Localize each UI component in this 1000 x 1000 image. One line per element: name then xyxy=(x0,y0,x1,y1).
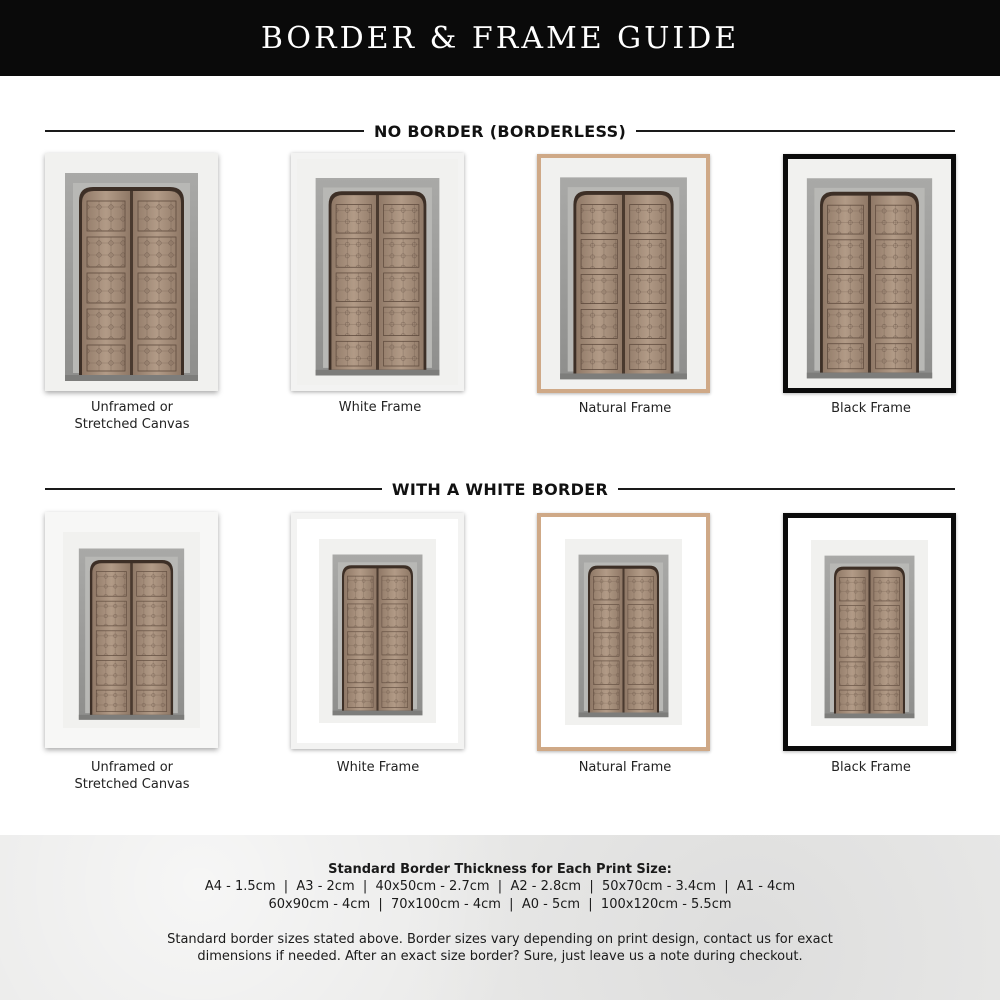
label-black-frame xyxy=(781,759,961,776)
label-line-1: Black Frame xyxy=(831,401,911,416)
border-info-title: Standard Border Thickness for Each Print Size: xyxy=(328,862,672,877)
print-black-frame-borderless xyxy=(783,154,956,393)
door-photo xyxy=(319,539,436,723)
print-white-frame-white-border xyxy=(291,513,464,749)
label-line-1: White Frame xyxy=(336,760,420,775)
label-natural-frame xyxy=(535,759,715,776)
label-line-1: Unframed or xyxy=(91,760,173,775)
door-photo xyxy=(788,159,951,388)
label-black-frame xyxy=(781,400,961,417)
section-title-no-border xyxy=(45,119,955,143)
divider-right xyxy=(636,130,955,132)
divider-left xyxy=(45,130,364,132)
label-white-frame xyxy=(290,399,470,416)
divider-left xyxy=(45,488,382,490)
border-note-line-1: Standard border sizes stated above. Border sizes vary depending on print design, contact us for exact xyxy=(167,932,833,947)
section-title-text: NO BORDER (BORDERLESS) xyxy=(373,121,627,141)
door-photo xyxy=(45,153,218,391)
label-line-2: Stretched Canvas xyxy=(74,417,190,432)
label-white-frame xyxy=(288,759,468,776)
label-line-1: Natural Frame xyxy=(578,760,672,775)
border-sizes-line-1: A4 - 1.5cm | A3 - 2cm | 40x50cm - 2.7cm | A2 - 2.8cm | 50x70cm - 3.4cm | A1 - 4cm xyxy=(204,879,796,894)
label-line-1: Natural Frame xyxy=(578,401,672,416)
section-title-white-border xyxy=(45,477,955,501)
border-info-panel xyxy=(0,835,1000,1000)
print-unframed-white-border xyxy=(45,512,218,748)
border-sizes-line-2: 60x90cm - 4cm | 70x100cm - 4cm | A0 - 5cm | 100x120cm - 5.5cm xyxy=(268,897,732,912)
door-photo xyxy=(297,159,458,385)
print-natural-frame-borderless xyxy=(537,154,710,393)
border-note-line-2: dimensions if needed. After an exact size border? Sure, just leave us a note during checkout. xyxy=(197,949,803,964)
page-title: BORDER & FRAME GUIDE xyxy=(260,20,740,56)
door-photo xyxy=(541,158,706,389)
divider-right xyxy=(618,488,955,490)
page-header xyxy=(0,0,1000,76)
print-white-frame-borderless xyxy=(291,153,464,391)
label-unframed xyxy=(42,399,222,433)
label-line-1: Unframed or xyxy=(91,400,173,415)
door-photo xyxy=(63,532,200,728)
print-unframed-borderless xyxy=(45,153,218,391)
label-line-1: Black Frame xyxy=(831,760,911,775)
label-unframed xyxy=(42,759,222,793)
label-line-2: Stretched Canvas xyxy=(74,777,190,792)
print-natural-frame-white-border xyxy=(537,513,710,751)
door-photo xyxy=(565,539,682,725)
section-title-text: WITH A WHITE BORDER xyxy=(391,479,609,499)
print-black-frame-white-border xyxy=(783,513,956,751)
door-photo xyxy=(811,540,928,726)
label-line-1: White Frame xyxy=(338,400,422,415)
label-natural-frame xyxy=(535,400,715,417)
